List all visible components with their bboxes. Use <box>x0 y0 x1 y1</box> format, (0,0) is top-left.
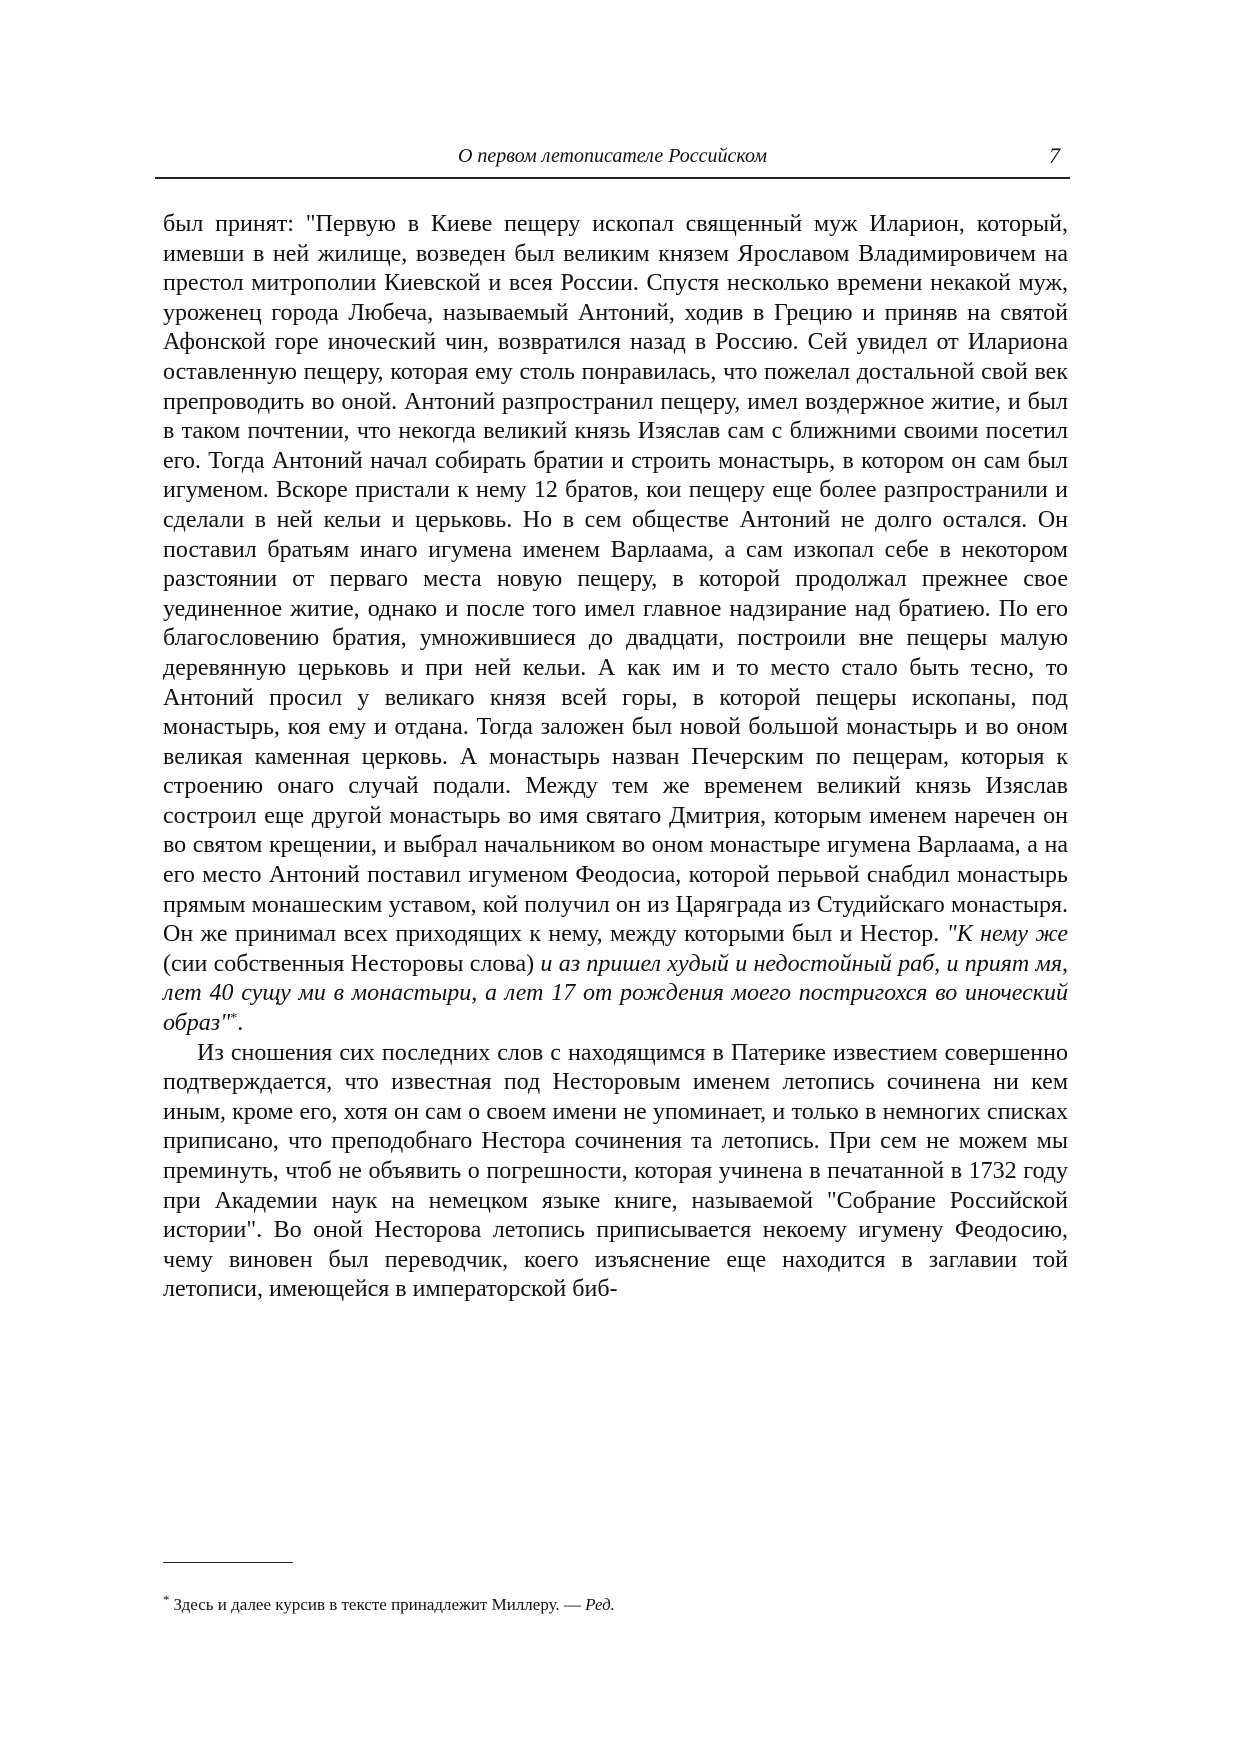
paragraph-1-end: . <box>237 1010 244 1037</box>
paragraph-1-text: был принят: "Первую в Киеве пещеру ископал священный муж Иларион, который, имевши в ней жилище, возведен был великим князем Ярославом Владимировичем на престол митрополии Киевской и всея России. Спустя несколько времени некакой муж, уроженец города Любеча, называемый Антоний, ходив в Грецию и приняв на святой Афонской горе иноческий чин, возвратился назад в Россию. Сей увидел от Илариона оставленную пещеру, которая ему столь понравилась, что пожелал достальной свой век препроводить во оной. Антоний разпространил пещеру, имел воздержное житие, и был в таком почтении, что некогда великий князь Изяслав сам с ближними своими посетил его. Тогда Антоний начал собирать братии и строить монастырь, в котором он сам был игуменом. Вскоре пристали к нему 12 братов, кои пещеру еще более разпространили и сделали в ней кельи и церьковь. Но в сем обществе Антоний не долго остался. Он поставил братьям инаго игумена именем Варлаама, а сам изкопал себе в некотором разстоянии от перваго места новую пещеру, в которой продолжал прежнее свое уединенное житие, однако и после того имел главное надзирание над братиею. По его благословению братия, умножившиеся до двадцати, построили вне пещеры малую деревянную церьковь и при ней кельи. А как им и то место стало быть тесно, то Антоний просил у великаго князя всей горы, в которой пещеры ископаны, под монастырь, коя ему и отдана. Тогда заложен был новой большой монастырь и во оном великая каменная церковь. А монастырь назван Печерским по пещерам, которыя к строению онаго случай подали. Между тем же временем великий князь Изяслав состроил еще другой монастырь во имя святаго Дмитрия, которым именем наречен он во святом крещении, и выбрал начальником во оном монастыре игумена Варлаама, а на его место Антоний поставил игуменом Феодосиа, которой перьвой снабдил монастырь прямым монашеским уставом, кой получил он из Царяграда из Студийскаго монастыря. Он же принимал всех приходящих к нему, между которыми был и Нестор. <box>163 211 1068 948</box>
footnote-separator <box>163 1562 293 1563</box>
footnote-text: Здесь и далее курсив в тексте принадлежит Миллеру. — <box>173 1595 586 1614</box>
paragraph-2: Из сношения сих последних слов с находящимся в Патерике известием совершенно подтверждается, что известная под Несторовым именем летопись сочинена ни кем иным, кроме его, хотя он сам о своем имени не упоминает, и только в немногих списках приписано, что преподобнаго Нестора сочинения та летопись. При сем не можем мы преминуть, чтоб не объявить о погрешности, которая учинена в печатанной в 1732 году при Академии наук на немецком языке книге, называемой "Собрание Российской истории". Во оной Несторова летопись приписывается некоему игумену Феодосию, чему виновен был переводчик, коего изъяснение еще находится в заглавии той летописи, имеющейся в императорской биб- <box>163 1039 1068 1303</box>
footnote-marker: * <box>163 1592 170 1607</box>
footnote <box>163 1594 1068 1616</box>
quote-parenthetical: (сии собственныя Несторовы слова) <box>163 950 541 977</box>
running-title: О первом летописателе Российском <box>457 145 767 167</box>
page-number: 7 <box>1049 143 1060 168</box>
quote-start: "К нему же <box>946 921 1069 948</box>
running-header <box>155 143 1070 179</box>
footnote-attribution: Ред. <box>585 1595 615 1614</box>
quote-text: и аз пришел худый и недостойный раб, и прият мя, лет 40 сущу ми в монастыри, а лет 17 от рождения моего постригохся во иноческий образ" <box>163 950 1069 1037</box>
footnote-reference[interactable]: * <box>230 1011 238 1027</box>
body-text <box>163 210 1068 1305</box>
paragraph-1 <box>163 210 1068 1039</box>
